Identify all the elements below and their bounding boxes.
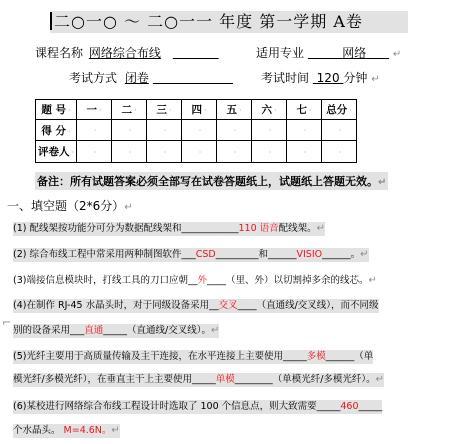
header-cell-qno: 题 号 · [36,100,77,120]
exam-time-label: 考试时间 [261,71,310,85]
answer-text: 交叉 [218,300,238,311]
answer-note: 备注：所有试题答案必须全部写在试卷答题纸上，试题纸上答题无效。↵ [35,172,388,190]
question-5-line-2: 模光纤/多模光纤），在垂直主干上主要使用_____单模________（单模光纤/多模光纤）。↵ [13,374,385,385]
header-cell: 四 · [182,100,217,120]
exam-mode-value: 闭卷 [124,71,149,85]
paragraph-mark-icon: ↵ [316,223,326,234]
exam-time-line [261,70,380,88]
grader-cell[interactable]: · [252,141,287,163]
paragraph-mark-icon: ↵ [371,74,380,85]
course-label: 课程名称 [35,46,84,60]
question-1: (1) 配线架按功能分可分为数据配线架和____________110 语音配线架。↵ [13,223,326,234]
grader-cell[interactable]: · [77,141,112,163]
text-cursor [50,12,52,30]
question-4-line-1: (4)在制作 RJ-45 水晶头时，对于同级设备采用__交叉____（直通线/交叉线），而不同级 [13,300,379,311]
header-cell: 一 · [77,100,112,120]
exam-title [50,11,408,33]
table-anchor-icon: ⌐ [2,316,12,329]
paragraph-mark-icon: ↵ [111,425,120,436]
answer-text: 直通 [84,325,104,336]
answer-text: CSD [195,249,216,260]
course-line [35,45,219,61]
paragraph-mark-icon: ↵ [368,275,377,286]
grader-cell[interactable]: · [147,141,182,163]
score-table [35,99,357,163]
question-3: (3)端接信息模块时，打线工具的刀口应朝__外____（里、外）以切割掉多余的线芯。↵ [13,275,377,286]
score-row [36,120,357,141]
paragraph-mark-icon: ↵ [210,325,220,336]
grader-cell[interactable]: · [112,141,147,163]
paragraph-mark-icon: ↵ [378,177,387,188]
grader-cell[interactable]: · [182,141,217,163]
score-table-header-row [36,100,357,120]
header-cell: 六 · [252,100,287,120]
paragraph-mark-icon: ↵ [392,49,402,60]
score-row-label: 得 分 · [36,120,77,141]
answer-text: 460 [340,401,359,412]
question-4-line-2: 别的设备采用___直通_____（直通线/交叉线）。↵ [13,325,220,336]
paragraph-mark-icon: ↵ [375,374,385,385]
score-cell[interactable]: · [112,120,147,141]
header-cell: 七 · [287,100,322,120]
grader-cell[interactable]: · [217,141,252,163]
score-cell[interactable]: · [252,120,287,141]
score-cell[interactable]: · [217,120,252,141]
answer-text: M=4.6N。 [63,425,112,436]
exam-time-unit: 分钟 [343,71,368,85]
grader-cell[interactable]: · [322,141,357,163]
grader-row [36,141,357,163]
grader-cell[interactable]: · [287,141,322,163]
score-cell[interactable]: · [322,120,357,141]
section-title: 一、填空题（2*6分）↵ [7,199,133,213]
header-cell-total: 总分 · [322,100,357,120]
major-label: 适用专业 [256,46,305,60]
answer-text: VISIO [296,249,323,260]
header-cell: 五 · [217,100,252,120]
answer-text: 外 [197,275,207,286]
course-value: 网络综合布线 [88,46,161,60]
answer-text: 单模 [215,374,235,385]
score-cell[interactable]: · [77,120,112,141]
major-value: 网络 [342,46,367,60]
question-6-line-2: 个水晶头。 M=4.6N。↵ [13,425,120,436]
score-cell[interactable]: · [147,120,182,141]
exam-mode-line [69,70,233,86]
grader-row-label: 评卷人 · [36,141,77,163]
score-cell[interactable]: · [182,120,217,141]
exam-time-value: 120 [316,71,340,85]
answer-text: 多模 [306,351,326,362]
major-line [256,45,401,63]
paragraph-mark-icon: ↵ [360,249,369,260]
exam-mode-label: 考试方式 [69,71,118,85]
question-6-line-1: (6)某校进行网络综合布线工程设计时选取了 100 个信息点，则大致需要_____460_____ [13,401,383,412]
score-cell[interactable]: · [287,120,322,141]
header-cell: 二 · [112,100,147,120]
answer-text: 110 语音 [238,223,279,234]
question-5-line-1: (5)光纤主要用于高质量传输及主干连接，在水平连接上主要使用_____多模______（单 [13,351,374,362]
paragraph-mark-icon: ↵ [124,202,133,213]
header-cell: 三 · [147,100,182,120]
exam-title-text: 二○一○ ～ 二○一一 年度 第一学期 A卷 [54,12,363,31]
question-2: (2) 综合布线工程中常采用两种制图软件___CSD_________和______VISIO______。↵ [13,249,369,260]
